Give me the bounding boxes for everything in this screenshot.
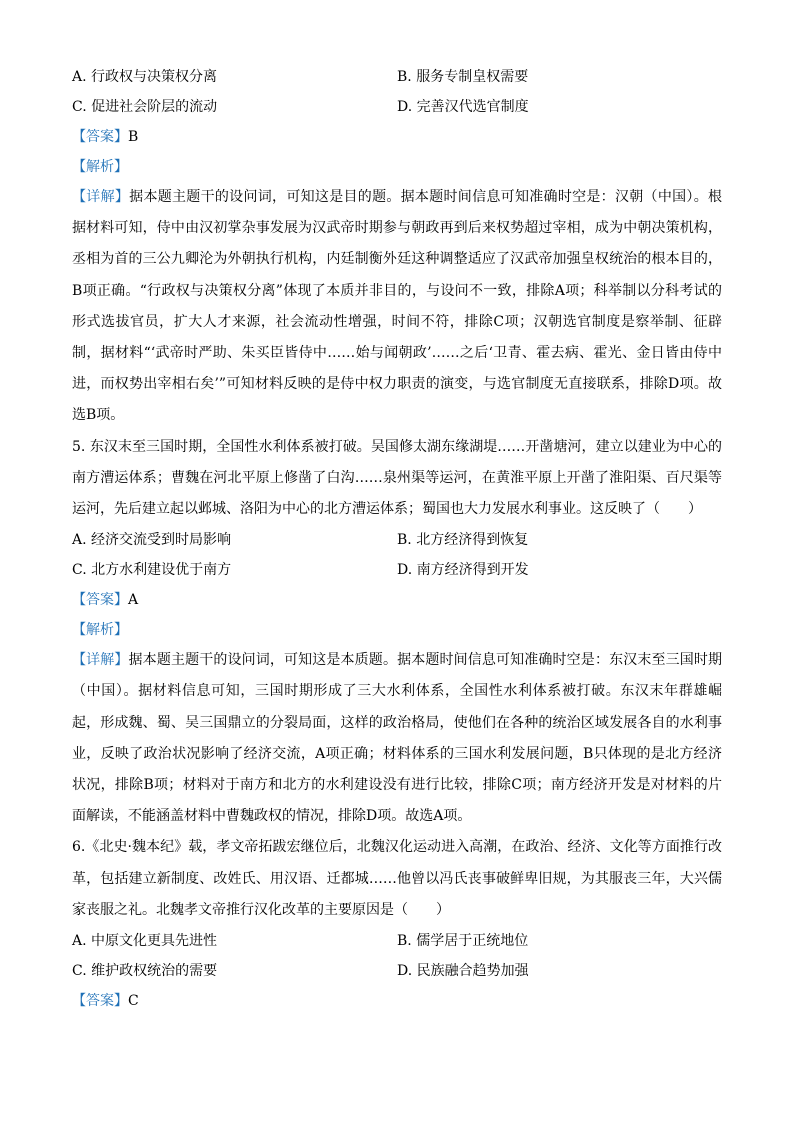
answer-label: 【答案】 (72, 993, 128, 1010)
q4-options-row-2 (72, 92, 722, 122)
option-letter: D. (397, 963, 413, 980)
option-letter: C. (72, 562, 87, 579)
option-letter: A. (72, 532, 87, 549)
option-text: 民族融合趋势加强 (416, 963, 529, 980)
q5-options-row-1 (72, 525, 722, 555)
q5-option-c (72, 555, 397, 585)
detail-text: 据本题主题干的设问词，可知这是本质题。据本题时间信息可知准确时空是：东汉末至三国时期（中国）。据材料信息可知，三国时期形成了三大水利体系，全国性水利体系被打破。东汉末年群雄崛起，形成魏、蜀、吴三国鼎立的分裂局面，这样的政治格局，使他们在各种的统治区域发展各自的水利事业，反映了政治状况影响了经济交流，A项正确；材料体系的三国水利发展问题，B只体现的是北方经济状况，排除B项；材料对于南方和北方的水利建设没有进行比较，排除C项；南方经济开发是对材料的片面解读，不能涵盖材料中曹魏政权的情况，排除D项。故选A项。 (72, 652, 723, 825)
option-text: 北方经济得到恢复 (416, 532, 529, 549)
answer-value: B (128, 129, 139, 145)
q6-option-d (397, 956, 722, 986)
option-text: 行政权与决策权分离 (91, 69, 218, 85)
option-text: 经济交流受到时局影响 (91, 532, 232, 549)
q4-option-c (72, 92, 397, 122)
option-text: 南方经济得到开发 (416, 562, 529, 579)
q6-options-row-1 (72, 926, 722, 956)
option-text: 北方水利建设优于南方 (91, 562, 232, 579)
q5-option-d (397, 555, 722, 585)
document-page (72, 62, 722, 1016)
option-letter: D. (397, 562, 413, 579)
analysis-label: 【解析】 (72, 159, 128, 175)
q6-answer (72, 986, 722, 1016)
option-letter: A. (72, 69, 87, 85)
option-text: 维护政权统治的需要 (91, 963, 218, 980)
q4-detail (72, 182, 722, 432)
q6-options-row-2 (72, 956, 722, 986)
q5-answer (72, 585, 722, 615)
q5-detail (72, 645, 722, 832)
q6-stem: 6.《北史·魏本纪》载，孝文帝拓跋宏继位后，北魏汉化运动进入高潮，在政治、经济、文化等方面推行改革，包括建立新制度、改姓氏、用汉语、迁都城……他曾以冯氏丧事破鲜卑旧规，为其服丧三年，大兴儒家丧服之礼。北魏孝文帝推行汉化改革的主要原因是（ ） (72, 839, 722, 918)
option-letter: B. (397, 69, 412, 85)
answer-value: A (128, 592, 139, 609)
answer-label: 【答案】 (72, 592, 128, 609)
detail-label: 【详解】 (72, 652, 129, 669)
q5-option-a (72, 525, 397, 555)
option-text: 完善汉代选官制度 (416, 99, 529, 115)
q4-answer (72, 122, 722, 152)
option-text: 服务专制皇权需要 (416, 69, 529, 85)
option-text: 中原文化更具先进性 (91, 933, 218, 950)
option-letter: D. (397, 99, 413, 115)
option-letter: B. (397, 532, 412, 549)
answer-label: 【答案】 (72, 129, 128, 145)
q4-option-a (72, 62, 397, 92)
option-letter: B. (397, 933, 412, 950)
option-text: 儒学居于正统地位 (416, 933, 529, 950)
analysis-label: 【解析】 (72, 622, 128, 639)
q5-analysis-heading (72, 615, 722, 645)
detail-label: 【详解】 (72, 189, 130, 205)
q5-option-b (397, 525, 722, 555)
q6-option-b (397, 926, 722, 956)
q6-option-c (72, 956, 397, 986)
q5-stem: 5. 东汉末至三国时期，全国性水利体系被打破。吴国修太湖东缘湖堤……开凿塘河，建立以建业为中心的南方漕运体系；曹魏在河北平原上修凿了白沟……泉州渠等运河，在黄淮平原上开凿了淮阳渠、百尺渠等运河，先后建立起以邺城、洛阳为中心的北方漕运体系；蜀国也大力发展水利事业。这反映了（ ） (72, 438, 722, 518)
q4-option-d (397, 92, 722, 122)
option-letter: C. (72, 99, 87, 115)
q5-options-row-2 (72, 555, 722, 585)
answer-value: C (128, 993, 139, 1010)
q4-options-row-1 (72, 62, 722, 92)
detail-text: 据本题主题干的设问词，可知这是目的题。据本题时间信息可知准确时空是：汉朝（中国）。根据材料可知，侍中由汉初掌杂事发展为汉武帝时期参与朝政再到后来权势超过宰相，成为中朝决策机构，丞相为首的三公九卿沦为外朝执行机构，内廷制衡外廷这种调整适应了汉武帝加强皇权统治的根本目的，B项正确。“行政权与决策权分离”体现了本质并非目的，与设问不一致，排除A项；科举制以分科考试的形式选拔官员，扩大人才来源，社会流动性增强，时间不符，排除C项；汉朝选官制度是察举制、征辟制，据材料“‘武帝时严助、朱买臣皆侍中……始与闻朝政’……之后‘卫青、霍去病、霍光、金日皆由侍中进，而权势出宰相右矣’”可知材料反映的是侍中权力职责的演变，与选官制度无直接联系，排除D项。故选B项。 (72, 189, 722, 424)
option-letter: A. (72, 933, 87, 950)
q6-option-a (72, 926, 397, 956)
q4-analysis-heading (72, 152, 722, 182)
option-letter: C. (72, 963, 87, 980)
q4-option-b (397, 62, 722, 92)
option-text: 促进社会阶层的流动 (91, 99, 218, 115)
